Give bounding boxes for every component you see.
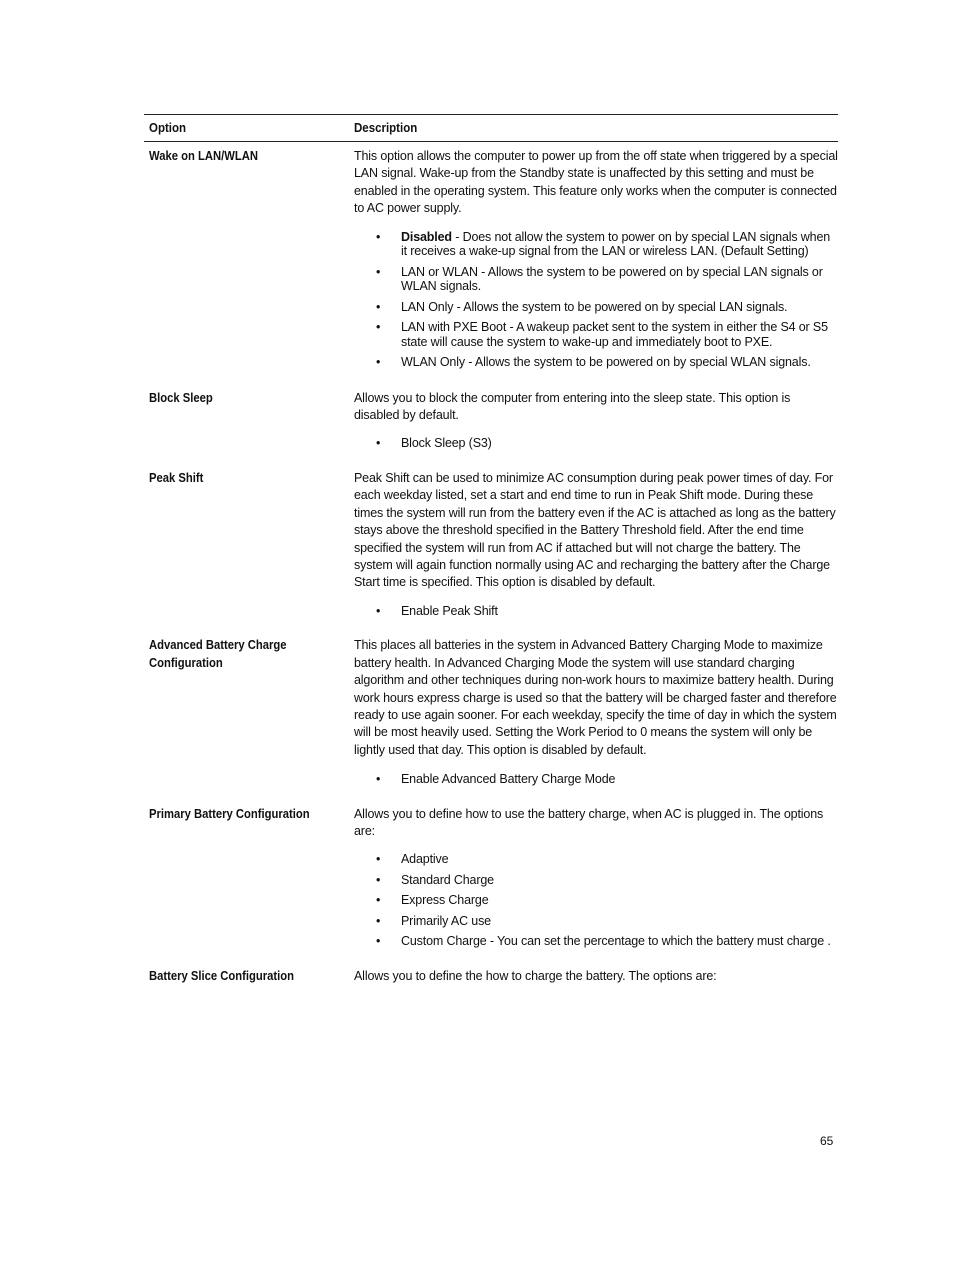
table-row <box>144 142 838 390</box>
option-name: Peak Shift <box>149 470 204 485</box>
bullet-icon: • <box>376 852 381 867</box>
bullet-icon: • <box>376 603 381 618</box>
option-description: This places all batteries in the system in Advanced Battery Charging Mode to maximize battery health. In Advanced Charging Mode the system will use standard charging algorithm and other techniques during non-work hours to maximize battery health. During work hours express charge is used so that the battery will be charged faster and therefore ready to use again sooner. For each weekday, specify the time of day in which the system will be most heavily used. Setting the Work Period to 0 means the system will only be lightly used that day. This option is disabled by default. <box>354 638 837 757</box>
table-row <box>144 390 838 470</box>
item-text: Enable Peak Shift <box>401 603 498 618</box>
table-body <box>144 142 838 985</box>
bullet-icon: • <box>376 893 381 908</box>
bullet-icon: • <box>376 872 381 887</box>
table-row <box>144 806 838 968</box>
option-name: Primary Battery Configuration <box>149 806 310 821</box>
list-item <box>354 852 838 867</box>
bullet-icon: • <box>376 320 381 335</box>
bullet-icon: • <box>376 436 381 451</box>
option-values-list <box>354 604 838 619</box>
bullet-icon: • <box>376 934 381 949</box>
bullet-icon: • <box>376 229 381 244</box>
table-row <box>144 968 838 985</box>
item-text: Adaptive <box>401 852 449 867</box>
bullet-icon: • <box>376 772 381 787</box>
table-row <box>144 637 838 805</box>
list-item <box>354 230 838 259</box>
list-item <box>354 355 838 370</box>
option-description: Peak Shift can be used to minimize AC consumption during peak power times of day. For each weekday listed, set a start and end time to run in Peak Shift mode. During these times the system will run from the battery even if the AC is attached as long as the battery stays above the threshold specified in the Battery Threshold field. After the end time specified the system will run from AC if attached but will not charge the battery. The system will again function normally using AC and recharging the battery after the Charge Start time is specified. This option is disabled by default. <box>354 470 836 590</box>
list-item <box>354 300 838 315</box>
item-text: - Does not allow the system to power on by special LAN signals when it receives a wake-up signal from the LAN or wireless LAN. (Default Setting) <box>401 229 831 259</box>
item-bold-label: Disabled <box>401 229 452 244</box>
option-description: This option allows the computer to power up from the off state when triggered by a special LAN signal. Wake-up from the Standby state is unaffected by this setting and must be enabled in the operating system. This feature only works when the computer is connected to AC power supply. <box>354 149 838 216</box>
list-item <box>354 772 838 787</box>
list-item <box>354 873 838 888</box>
list-item <box>354 436 838 451</box>
header-option: Option <box>149 121 187 135</box>
option-description: Allows you to block the computer from entering into the sleep state. This option is disabled by default. <box>354 390 791 423</box>
list-item <box>354 893 838 908</box>
option-name: Wake on LAN/WLAN <box>149 149 258 163</box>
option-description: Allows you to define the how to charge the battery. The options are: <box>354 968 717 983</box>
table-row <box>144 470 838 637</box>
bullet-icon: • <box>376 264 381 279</box>
option-name: Block Sleep <box>149 390 213 405</box>
header-description: Description <box>354 121 418 135</box>
list-item <box>354 914 838 929</box>
item-text: Enable Advanced Battery Charge Mode <box>401 772 616 787</box>
option-name: Battery Slice Configuration <box>149 968 295 983</box>
table-header <box>144 114 838 142</box>
item-text: WLAN Only - Allows the system to be powered on by special WLAN signals. <box>401 355 811 370</box>
page-number: 65 <box>820 1134 834 1148</box>
option-values-list <box>354 852 838 949</box>
bullet-icon: • <box>376 299 381 314</box>
options-table <box>144 114 838 985</box>
item-text: Standard Charge <box>401 872 494 887</box>
list-item <box>354 265 838 294</box>
item-text: LAN with PXE Boot - A wakeup packet sent to the system in either the S4 or S5 state will cause the system to wake-up and immediately boot to PXE. <box>401 320 828 349</box>
list-item <box>354 604 838 619</box>
item-text: Block Sleep (S3) <box>401 436 492 451</box>
bullet-icon: • <box>376 355 381 370</box>
option-values-list <box>354 230 838 370</box>
item-text: Custom Charge - You can set the percentage to which the battery must charge . <box>401 934 831 949</box>
item-text: Express Charge <box>401 893 489 908</box>
item-text: Primarily AC use <box>401 913 491 928</box>
option-name: Advanced Battery Charge Configuration <box>149 638 287 670</box>
item-text: LAN or WLAN - Allows the system to be powered on by special LAN signals or WLAN signals. <box>401 264 823 294</box>
item-text: LAN Only - Allows the system to be powered on by special LAN signals. <box>401 299 788 314</box>
option-values-list <box>354 772 838 787</box>
option-values-list <box>354 436 838 451</box>
list-item <box>354 320 838 349</box>
option-description: Allows you to define how to use the battery charge, when AC is plugged in. The options are: <box>354 806 824 839</box>
bullet-icon: • <box>376 913 381 928</box>
list-item <box>354 934 838 949</box>
